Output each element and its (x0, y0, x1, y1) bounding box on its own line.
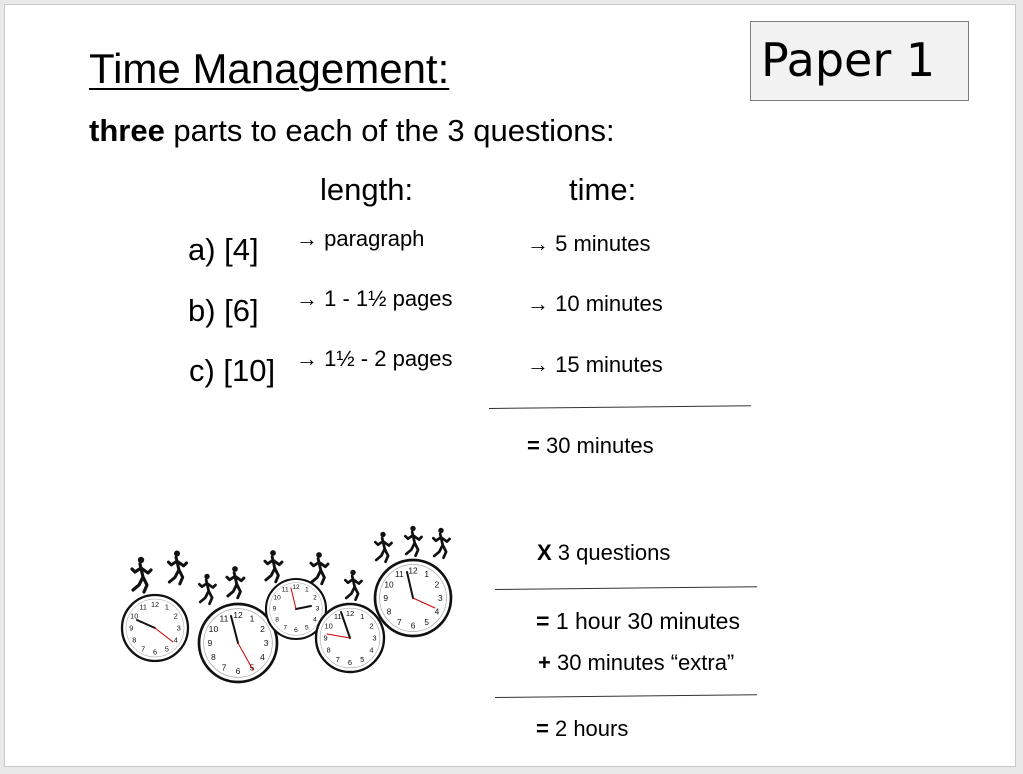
question-c-label: c) [10] (189, 353, 276, 388)
extra-operator: + (538, 650, 551, 675)
extra-line (538, 650, 734, 676)
multiply-operator: X (537, 540, 552, 565)
subtotal-operator: = (527, 433, 540, 458)
question-a-label: a) [4] (188, 232, 259, 267)
question-b-length: → 1 - 1½ pages (296, 286, 453, 311)
subtitle-rest: parts to each of the 3 questions: (164, 113, 615, 148)
running-men-on-clocks-icon (115, 510, 465, 700)
paper-label: Paper 1 (761, 33, 936, 87)
total-divider-1 (495, 586, 757, 590)
total1-text: 1 hour 30 minutes (549, 608, 740, 634)
subtotal-divider (489, 405, 751, 409)
question-c-length: → 1½ - 2 pages (296, 346, 453, 371)
subtotal-text: 30 minutes (539, 433, 654, 458)
slide (4, 4, 1016, 767)
subtitle-bold: three (89, 113, 165, 148)
multiply-line (537, 540, 670, 566)
slide-title: Time Management: (89, 45, 450, 92)
multiply-text: 3 questions (551, 540, 671, 565)
question-a-time: → 5 minutes (527, 231, 651, 256)
total2-operator: = (536, 716, 549, 741)
paper-label-box (750, 21, 969, 101)
question-b-time: → 10 minutes (527, 291, 663, 316)
total-line-1 (536, 608, 740, 635)
question-b-label: b) [6] (188, 293, 259, 328)
total-divider-2 (495, 694, 757, 698)
subtitle (89, 113, 615, 149)
total2-text: 2 hours (548, 716, 629, 741)
question-c-time: → 15 minutes (527, 352, 663, 377)
time-header: time: (569, 172, 637, 207)
subtotal-line (527, 433, 654, 459)
total-line-2 (536, 716, 628, 742)
extra-text: 30 minutes “extra” (550, 650, 735, 675)
total1-operator: = (536, 608, 550, 634)
length-header: length: (320, 172, 414, 207)
question-a-length: → paragraph (296, 226, 425, 251)
